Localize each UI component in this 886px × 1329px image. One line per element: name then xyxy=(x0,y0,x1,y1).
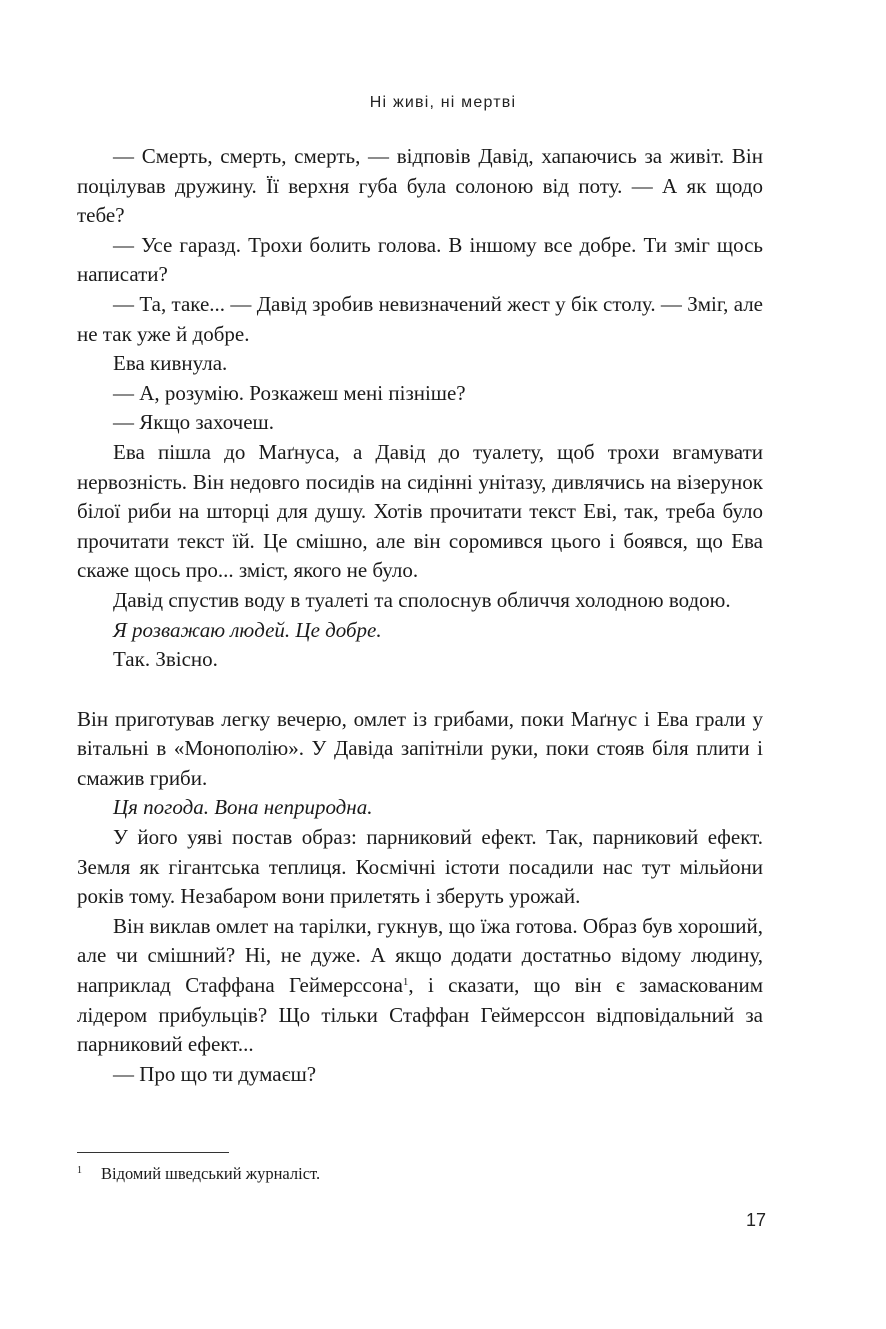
paragraph: Ева кивнула. xyxy=(113,351,228,376)
paragraph-part: Він виклав омлет на тарілки, гукнув, що їжа готова. Образ був хороший, але чи смішний? Ні, не дуже. А якщо додати достатньо відому людину, наприклад Стаффана Геймерссона xyxy=(77,913,763,998)
paragraph: Він приготував легку вечерю, омлет із грибами, поки Маґнус і Ева грали у вітальні в «Монополію». У Давіда запітніли руки, поки стояв біля плити і смажив гриби. xyxy=(77,706,763,790)
page-number: 17 xyxy=(745,1210,766,1230)
paragraph: — А, розумію. Розкажеш мені пізніше? xyxy=(113,380,466,405)
section-break xyxy=(77,675,763,705)
paragraph: Давід спустив воду в туалеті та сполоснув обличчя холодною водою. xyxy=(113,587,731,612)
body-text xyxy=(77,142,763,1089)
paragraph-with-footnote xyxy=(77,912,763,1060)
paragraph: У його уяві постав образ: парниковий ефект. Так, парниковий ефект. Земля як гігантська теплиця. Космічні істоти посадили нас тут мільйони років тому. Незабаром вони прилетять і зберуть урожай. xyxy=(77,825,763,909)
footnote-text: Відомий шведський журналіст. xyxy=(101,1164,321,1183)
italic-thought: Я розважаю людей. Це добре. xyxy=(113,617,382,642)
paragraph-part: , і сказати, що він є замаскованим лідером прибульців? Що тільки Стаффан Геймерссон відповідальний за парниковий ефект... xyxy=(77,973,764,1057)
paragraph: — Усе гаразд. Трохи болить голова. В іншому все добре. Ти зміг щось написати? xyxy=(77,232,763,287)
italic-thought: Ця погода. Вона неприродна. xyxy=(113,795,373,820)
footnote: 1 Відомий шведський журналіст. xyxy=(77,1164,321,1183)
footnote-marker: 1 xyxy=(402,976,409,989)
paragraph: — Про що ти думаєш? xyxy=(113,1061,317,1086)
paragraph: Так. Звісно. xyxy=(113,647,218,672)
running-head: Ні живі, ні мертві xyxy=(369,94,517,111)
paragraph: — Та, таке... — Давід зробив невизначений жест у бік столу. — Зміг, але не так уже й добре. xyxy=(77,291,763,346)
footnote-divider xyxy=(77,1152,229,1153)
paragraph: Ева пішла до Маґнуса, а Давід до туалету, щоб трохи вгамувати нервозність. Він недовго посидів на сидінні унітазу, дивлячись на візерунок білої риби на шторці для душу. Хотів прочитати текст Еві, так, треба було прочитати текст їй. Це смішно, але він соромився цього і боявся, що Ева скаже щось про... зміст, якого не було. xyxy=(77,439,763,583)
paragraph: — Якщо захочеш. xyxy=(113,410,274,435)
paragraph: — Смерть, смерть, смерть, — відповів Давід, хапаючись за живіт. Він поцілував дружину. Її верхня губа була солоною від поту. — А як щодо тебе? xyxy=(77,144,763,228)
